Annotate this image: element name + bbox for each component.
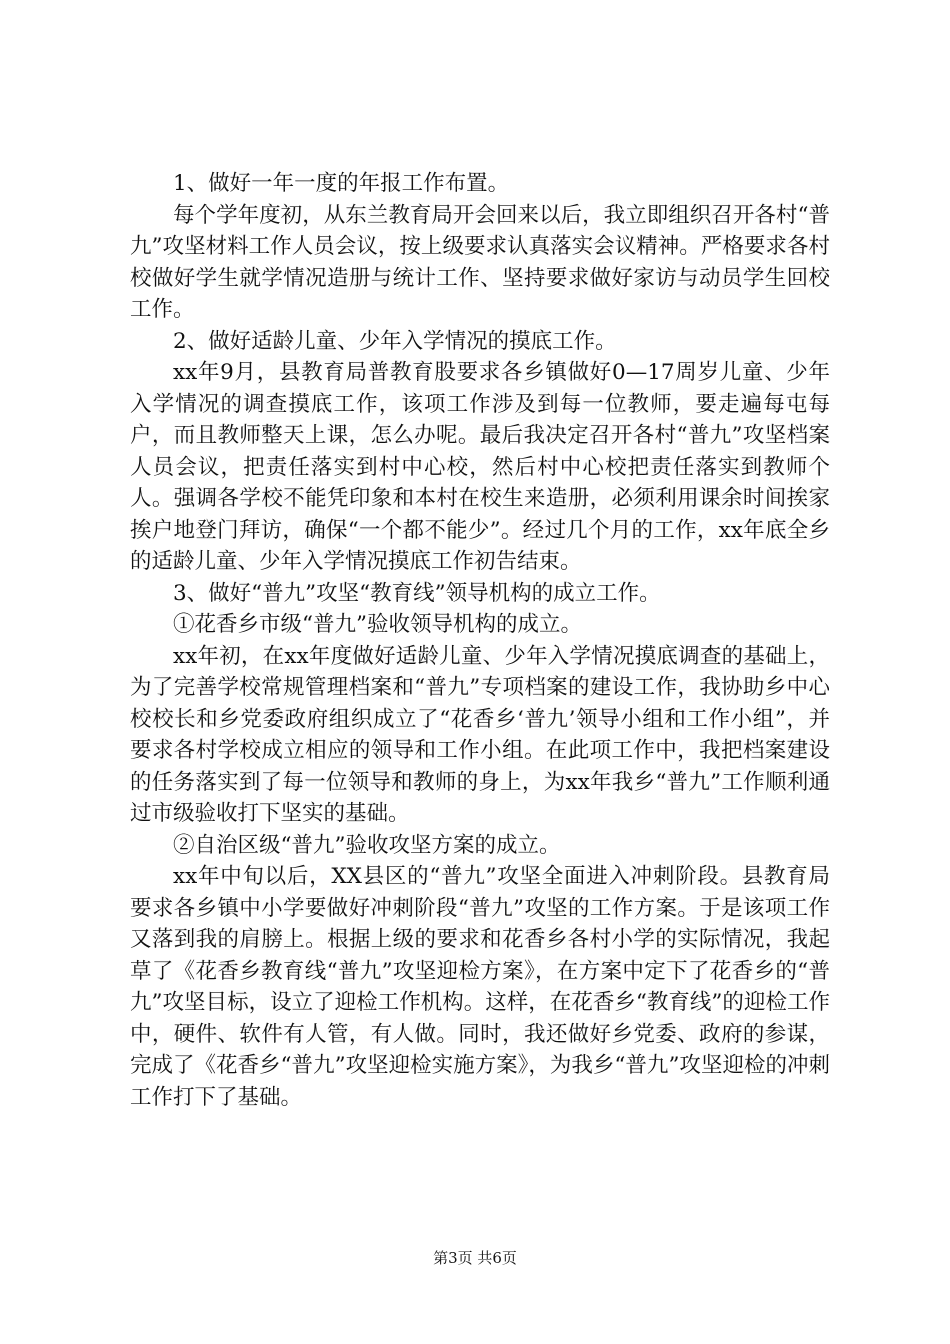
section-heading-annual-report: 1、做好一年一度的年报工作布置。	[173, 171, 510, 196]
paragraph-city-level: xx年初，在xx年度做好适龄儿童、少年入学情况摸底调查的基础上，为了完善学校常规管理档案和“普九”专项档案的建设工作，我协助乡中心校校长和乡党委政府组织成立了“花香乡‘普九’领导小组和工作小组”，并要求各村学校成立相应的领导和工作小组。在此项工作中，我把档案建设的任务落实到了每一位领导和教师的身上，为xx年我乡“普九”工作顺利通过市级验收打下坚实的基础。	[130, 643, 830, 826]
paragraph-region-level: xx年中旬以后，XX县区的“普九”攻坚全面进入冲刺阶段。县教育局要求各乡镇中小学要做好冲刺阶段“普九”攻坚的工作方案。于是该项工作又落到我的肩膀上。根据上级的要求和花香乡各村小学的实际情况，我起草了《花香乡教育线“普九”攻坚迎检方案》，在方案中定下了花香乡的“普九”攻坚目标，设立了迎检工作机构。这样，在花香乡“教育线”的迎检工作中，硬件、软件有人管，有人做。同时，我还做好乡党委、政府的参谋，完成了《花香乡“普九”攻坚迎检实施方案》，为我乡“普九”攻坚迎检的冲刺工作打下了基础。	[130, 864, 830, 1110]
paragraph-enrollment-survey: xx年9月，县教育局普教育股要求各乡镇做好0—17周岁儿童、少年入学情况的调查摸底工作，该项工作涉及到每一位教师，要走遍每屯每户，而且教师整天上课，怎么办呢。最后我决定召开各村“普九”攻坚档案人员会议，把责任落实到村中心校，然后村中心校把责任落实到教师个人。强调各学校不能凭印象和本村在校生来造册，必须利用课余时间挨家挨户地登门拜访，确保“一个都不能少”。经过几个月的工作，xx年底全乡的适龄儿童、少年入学情况摸底工作初告结束。	[130, 360, 830, 574]
section-heading-enrollment-survey: 2、做好适龄儿童、少年入学情况的摸底工作。	[173, 328, 617, 354]
section-heading-leadership: 3、做好“普九”攻坚“教育线”领导机构的成立工作。	[173, 580, 661, 606]
paragraph-annual-report: 每个学年度初，从东兰教育局开会回来以后，我立即组织召开各村“普九”攻坚材料工作人员会议，按上级要求认真落实会议精神。严格要求各村校做好学生就学情况造册与统计工作、坚持要求做好家访与动员学生回校工作。	[130, 202, 830, 322]
subsection-heading-city-level: ①花香乡市级“普九”验收领导机构的成立。	[173, 612, 582, 637]
document-body	[130, 168, 830, 1113]
subsection-heading-region-level: ②自治区级“普九”验收攻坚方案的成立。	[173, 832, 561, 858]
page-number-footer: 第3页 共6页	[433, 1249, 517, 1267]
